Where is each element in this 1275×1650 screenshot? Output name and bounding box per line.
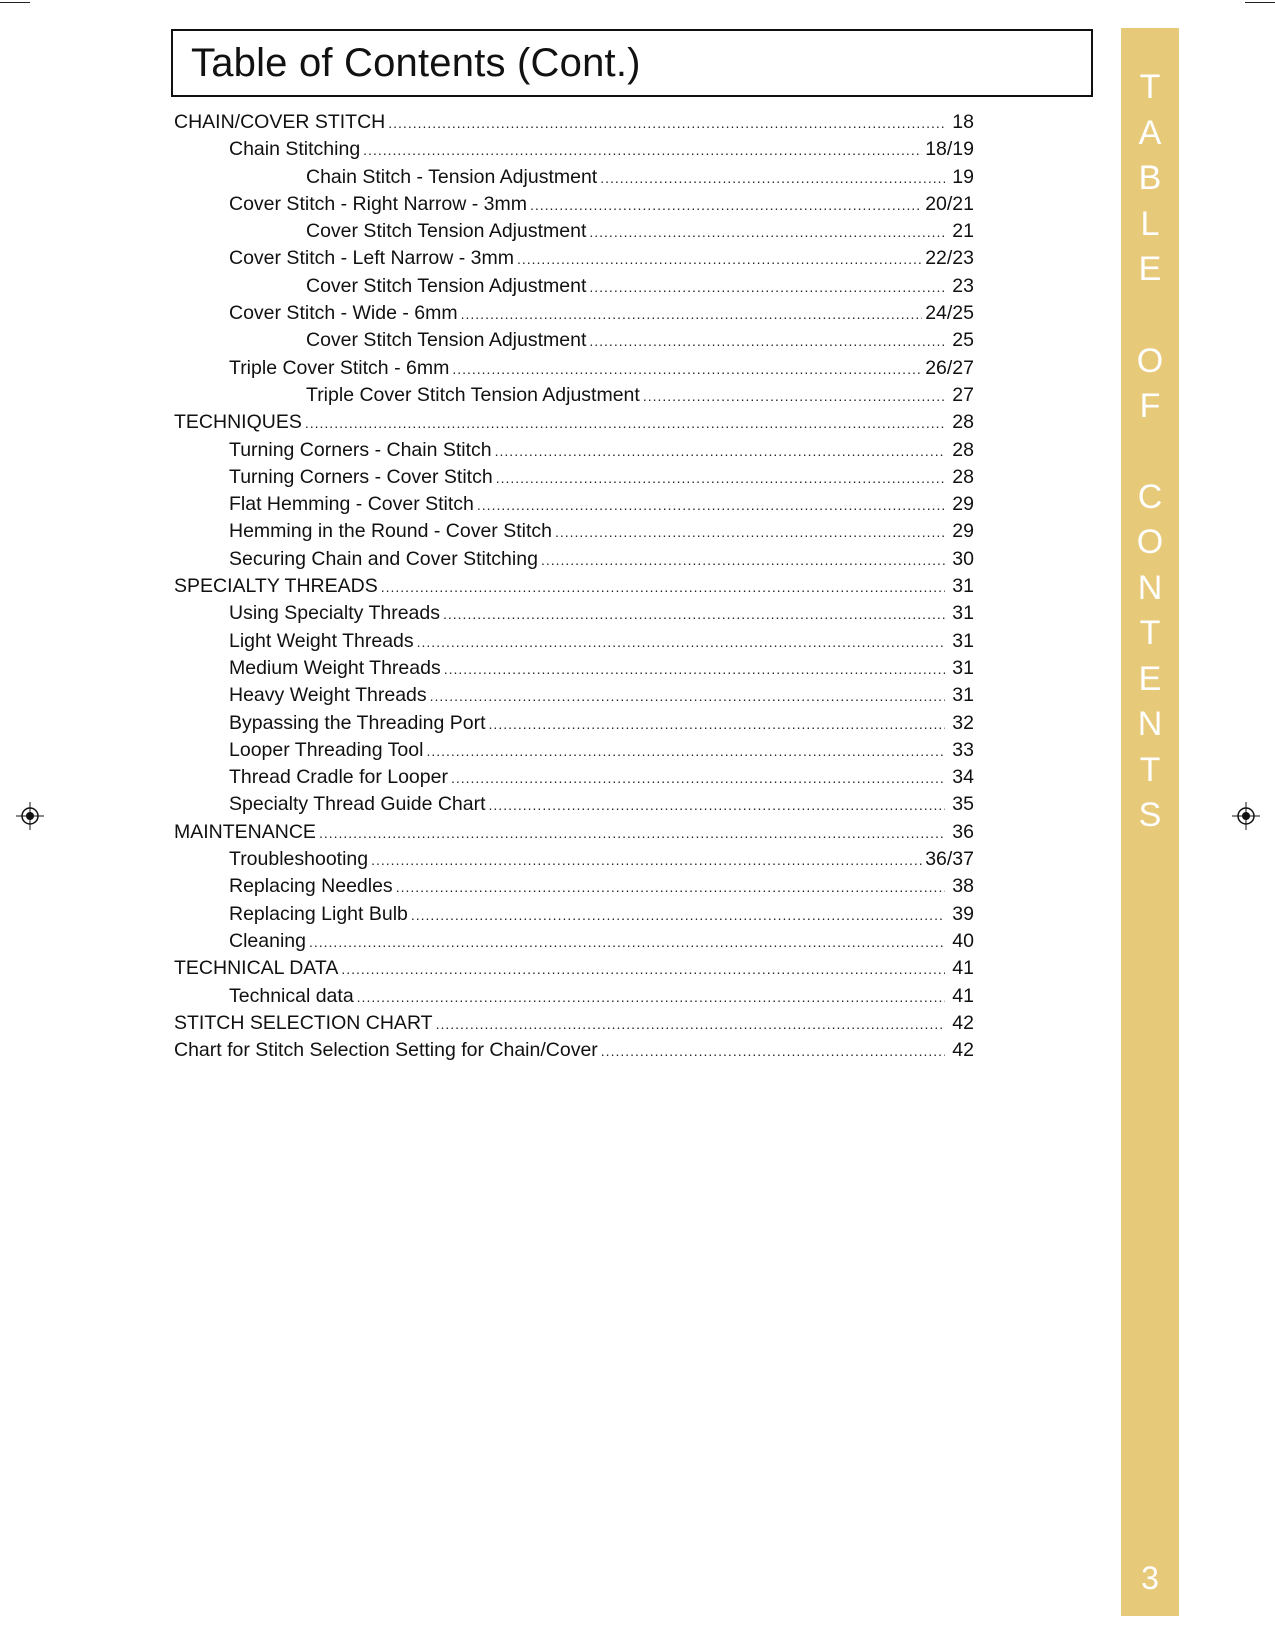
dot-leader bbox=[396, 874, 945, 901]
toc-entry-label: Cover Stitch - Left Narrow - 3mm bbox=[229, 247, 514, 270]
side-tab-letter: T bbox=[1139, 614, 1161, 652]
toc-entry[interactable] bbox=[174, 791, 974, 818]
toc-entry-label: Specialty Thread Guide Chart bbox=[229, 793, 486, 816]
toc-entry-page: 41 bbox=[952, 984, 974, 1007]
dot-leader bbox=[411, 902, 945, 929]
toc-entry-page: 20/21 bbox=[925, 192, 974, 215]
dot-leader bbox=[489, 711, 945, 738]
toc-entry-label: Cover Stitch - Right Narrow - 3mm bbox=[229, 192, 527, 215]
toc-entry-page: 38 bbox=[952, 875, 974, 898]
page-title: Table of Contents (Cont.) bbox=[191, 41, 641, 85]
dot-leader bbox=[357, 984, 945, 1011]
side-tab-letter: F bbox=[1139, 387, 1161, 425]
toc-entry[interactable] bbox=[174, 628, 974, 655]
side-tab-letter: L bbox=[1140, 205, 1160, 243]
toc-entry-label: Chain Stitch - Tension Adjustment bbox=[306, 165, 598, 188]
dot-leader bbox=[381, 574, 945, 601]
toc-entry-page: 18 bbox=[952, 111, 974, 133]
toc-entry-label: TECHNICAL DATA bbox=[174, 957, 339, 980]
toc-entry-label: SPECIALTY THREADS bbox=[174, 575, 378, 598]
toc-entry-label: Cover Stitch - Wide - 6mm bbox=[229, 302, 458, 325]
side-tab-letter: S bbox=[1138, 796, 1162, 834]
side-tab-letter: T bbox=[1139, 751, 1161, 789]
dot-leader bbox=[371, 847, 922, 874]
dot-leader bbox=[388, 110, 945, 137]
toc-entry-label: Technical data bbox=[229, 984, 354, 1007]
toc-entry-page: 36 bbox=[952, 820, 974, 843]
dot-leader bbox=[496, 465, 945, 492]
toc-entry[interactable] bbox=[174, 245, 974, 272]
dot-leader bbox=[305, 410, 945, 437]
toc-entry-label: Troubleshooting bbox=[229, 848, 369, 871]
dot-leader bbox=[309, 929, 945, 956]
dot-leader bbox=[341, 956, 945, 983]
toc-entry-page: 30 bbox=[952, 547, 974, 570]
toc-entry[interactable] bbox=[174, 518, 974, 545]
toc-entry-page: 22/23 bbox=[925, 247, 974, 270]
dot-leader bbox=[461, 301, 923, 328]
dot-leader bbox=[541, 547, 945, 574]
toc-entry[interactable] bbox=[174, 327, 974, 354]
toc-entry-label: Medium Weight Threads bbox=[229, 656, 441, 679]
toc-entry-label: MAINTENANCE bbox=[174, 820, 316, 843]
toc-entry-page: 23 bbox=[952, 274, 974, 297]
toc-entry-label: Chart for Stitch Selection Setting for Chain/Cover bbox=[174, 1039, 598, 1062]
crop-mark-top-right bbox=[1245, 2, 1275, 3]
dot-leader bbox=[489, 792, 945, 819]
toc-entry-page: 25 bbox=[952, 329, 974, 352]
toc-entry[interactable] bbox=[174, 1010, 974, 1037]
dot-leader bbox=[451, 765, 945, 792]
toc-entry-label: Chain Stitching bbox=[229, 138, 361, 161]
toc-entry-page: 28 bbox=[952, 465, 974, 488]
toc-entry-page: 33 bbox=[952, 738, 974, 761]
toc-entry-page: 21 bbox=[952, 220, 974, 243]
toc-entry-page: 41 bbox=[952, 957, 974, 980]
toc-entry[interactable] bbox=[174, 409, 974, 436]
dot-leader bbox=[530, 192, 922, 219]
toc-entry[interactable] bbox=[174, 464, 974, 491]
toc-entry-label: Cleaning bbox=[229, 929, 306, 952]
toc-entry[interactable] bbox=[174, 1037, 974, 1064]
toc-entry[interactable] bbox=[174, 191, 974, 218]
side-tab bbox=[1121, 28, 1179, 1616]
toc-entry-label: Flat Hemming - Cover Stitch bbox=[229, 493, 474, 516]
toc-entry[interactable] bbox=[174, 983, 974, 1010]
toc-entry-label: Turning Corners - Chain Stitch bbox=[229, 438, 492, 461]
toc-entry[interactable] bbox=[174, 382, 974, 409]
toc-entry-label: Cover Stitch Tension Adjustment bbox=[306, 220, 587, 243]
toc-entry-label: Securing Chain and Cover Stitching bbox=[229, 547, 538, 570]
toc-entry-page: 24/25 bbox=[925, 302, 974, 325]
toc-entry[interactable] bbox=[174, 901, 974, 928]
toc-entry[interactable] bbox=[174, 164, 974, 191]
toc-entry-label: Replacing Light Bulb bbox=[229, 902, 408, 925]
page-number: 3 bbox=[1141, 1560, 1159, 1596]
toc-entry[interactable] bbox=[174, 928, 974, 955]
dot-leader bbox=[589, 274, 945, 301]
toc-entry-page: 29 bbox=[952, 520, 974, 543]
toc-entry-page: 31 bbox=[952, 629, 974, 652]
side-tab-letter: O bbox=[1136, 342, 1164, 380]
side-tab-letter: B bbox=[1138, 159, 1162, 197]
toc-entry-label: Hemming in the Round - Cover Stitch bbox=[229, 520, 552, 543]
toc-entry[interactable] bbox=[174, 600, 974, 627]
toc-entry-label: Cover Stitch Tension Adjustment bbox=[306, 329, 587, 352]
toc-entry-page: 27 bbox=[952, 383, 974, 406]
toc-entry[interactable] bbox=[174, 655, 974, 682]
toc-entry-label: Bypassing the Threading Port bbox=[229, 711, 486, 734]
dot-leader bbox=[319, 820, 945, 847]
toc-entry-label: STITCH SELECTION CHART bbox=[174, 1011, 433, 1034]
side-tab-letter: O bbox=[1136, 523, 1164, 561]
toc-entry[interactable] bbox=[174, 546, 974, 573]
toc-entry-page: 35 bbox=[952, 793, 974, 816]
side-tab-letter: N bbox=[1137, 569, 1163, 607]
side-tab-letter: A bbox=[1138, 114, 1162, 152]
toc-entry-label: Looper Threading Tool bbox=[229, 738, 424, 761]
dot-leader bbox=[643, 383, 945, 410]
toc-entry[interactable] bbox=[174, 682, 974, 709]
toc-entry[interactable] bbox=[174, 437, 974, 464]
toc-entry-label: Triple Cover Stitch - 6mm bbox=[229, 356, 450, 379]
registration-mark-left-icon bbox=[16, 802, 44, 830]
toc-entry-page: 31 bbox=[952, 684, 974, 707]
toc-entry[interactable] bbox=[174, 710, 974, 737]
toc-entry[interactable] bbox=[174, 136, 974, 163]
toc-entry-label: CHAIN/COVER STITCH bbox=[174, 111, 386, 133]
toc-entry-page: 29 bbox=[952, 493, 974, 516]
dot-leader bbox=[444, 656, 945, 683]
toc-entry-page: 28 bbox=[952, 438, 974, 461]
toc-entry-page: 26/27 bbox=[925, 356, 974, 379]
toc-entry[interactable] bbox=[174, 218, 974, 245]
dot-leader bbox=[363, 137, 922, 164]
toc-entry-label: Replacing Needles bbox=[229, 875, 393, 898]
toc-entry[interactable] bbox=[174, 873, 974, 900]
toc-entry-page: 19 bbox=[952, 165, 974, 188]
toc-entry-page: 34 bbox=[952, 766, 974, 789]
toc-entry-page: 42 bbox=[952, 1011, 974, 1034]
dot-leader bbox=[443, 601, 945, 628]
dot-leader bbox=[477, 492, 945, 519]
toc-entry[interactable] bbox=[174, 273, 974, 300]
toc-entry[interactable] bbox=[174, 355, 974, 382]
toc-entry-label: Thread Cradle for Looper bbox=[229, 766, 448, 789]
toc-entry-label: Using Specialty Threads bbox=[229, 602, 440, 625]
dot-leader bbox=[555, 519, 945, 546]
toc-entry-label: Light Weight Threads bbox=[229, 629, 414, 652]
toc-entry[interactable] bbox=[174, 955, 974, 982]
toc-entry[interactable] bbox=[174, 737, 974, 764]
toc-entry-label: Turning Corners - Cover Stitch bbox=[229, 465, 493, 488]
dot-leader bbox=[589, 219, 945, 246]
crop-mark-top-left bbox=[0, 2, 30, 3]
toc-entry-page: 39 bbox=[952, 902, 974, 925]
toc-entry-label: Triple Cover Stitch Tension Adjustment bbox=[306, 383, 640, 406]
toc-entry-label: Heavy Weight Threads bbox=[229, 684, 427, 707]
toc-entry-page: 40 bbox=[952, 929, 974, 952]
toc-entry[interactable] bbox=[174, 819, 974, 846]
toc-entry-label: Cover Stitch Tension Adjustment bbox=[306, 274, 587, 297]
toc-entry-page: 31 bbox=[952, 602, 974, 625]
dot-leader bbox=[517, 246, 922, 273]
dot-leader bbox=[436, 1011, 945, 1038]
title-box bbox=[171, 29, 1093, 97]
dot-leader bbox=[600, 165, 945, 192]
dot-leader bbox=[426, 738, 945, 765]
toc-entry-page: 31 bbox=[952, 575, 974, 598]
toc-entry[interactable] bbox=[174, 109, 974, 136]
toc-entry[interactable] bbox=[174, 300, 974, 327]
side-tab-letter: C bbox=[1137, 478, 1163, 516]
registration-mark-right-icon bbox=[1232, 802, 1260, 830]
side-tab-letter: T bbox=[1139, 68, 1161, 106]
toc-list bbox=[174, 109, 974, 1064]
dot-leader bbox=[495, 438, 945, 465]
toc-entry-page: 31 bbox=[952, 656, 974, 679]
dot-leader bbox=[601, 1038, 945, 1065]
side-tab-letter: E bbox=[1138, 660, 1162, 698]
side-tab-letter: N bbox=[1137, 705, 1163, 743]
dot-leader bbox=[430, 683, 945, 710]
toc-entry-page: 28 bbox=[952, 411, 974, 434]
toc-entry-page: 42 bbox=[952, 1039, 974, 1062]
toc-entry[interactable] bbox=[174, 573, 974, 600]
toc-entry[interactable] bbox=[174, 764, 974, 791]
dot-leader bbox=[417, 629, 945, 656]
toc-entry-page: 36/37 bbox=[925, 848, 974, 871]
side-tab-letter: E bbox=[1138, 250, 1162, 288]
toc-entry-page: 32 bbox=[952, 711, 974, 734]
toc-entry[interactable] bbox=[174, 846, 974, 873]
toc-entry-page: 18/19 bbox=[925, 138, 974, 161]
toc-entry[interactable] bbox=[174, 491, 974, 518]
dot-leader bbox=[452, 356, 922, 383]
toc-entry-label: TECHNIQUES bbox=[174, 411, 302, 434]
dot-leader bbox=[589, 328, 945, 355]
